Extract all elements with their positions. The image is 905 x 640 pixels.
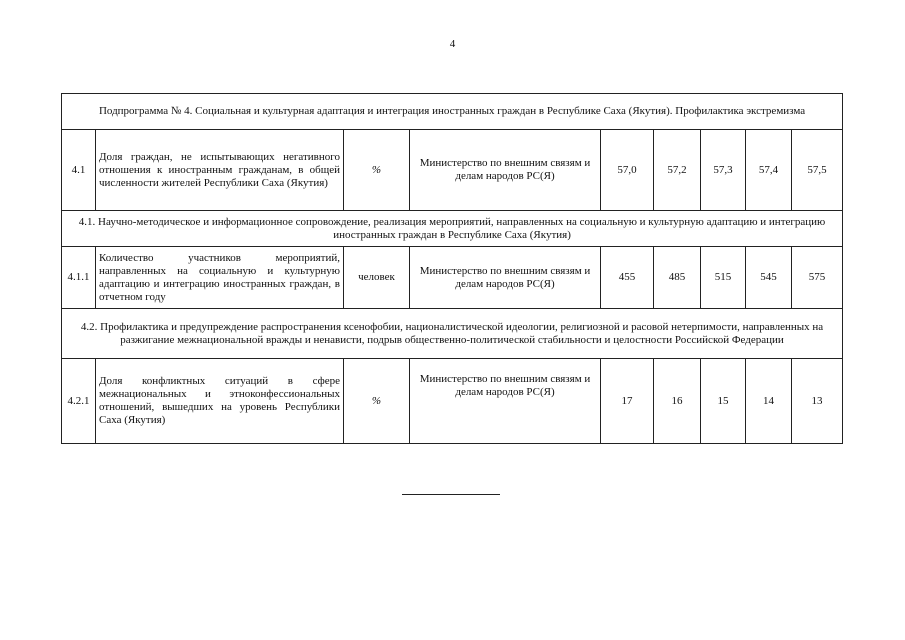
value-cell: 16 (654, 359, 701, 444)
indicator-unit: человек (344, 247, 410, 309)
value-cell: 57,0 (601, 130, 654, 211)
table-row (62, 359, 843, 444)
row-number: 4.2.1 (62, 359, 96, 444)
indicator-unit: % (344, 359, 410, 444)
section-header-row (62, 309, 843, 359)
value-cell: 485 (654, 247, 701, 309)
value-cell: 57,2 (654, 130, 701, 211)
value-cell: 57,5 (792, 130, 843, 211)
indicators-table (61, 93, 843, 444)
value-cell: 17 (601, 359, 654, 444)
value-cell: 14 (746, 359, 792, 444)
section-header-row (62, 211, 843, 247)
value-cell: 515 (701, 247, 746, 309)
indicator-description: Доля конфликтных ситуаций в сфере межнациональных и этноконфессиональных отношений, вышедших на уровень Республики Саха (Якутия) (96, 359, 344, 444)
section-title: 4.2. Профилактика и предупреждение распространения ксенофобии, националистической идеологии, религиозной и расовой нетерпимости, направленных на разжигание межнациональной вражды и ненависти, подрыв общественно-политической стабильности и целостности Российской Федерации (62, 309, 843, 359)
value-cell: 15 (701, 359, 746, 444)
table-row (62, 130, 843, 211)
value-cell: 57,4 (746, 130, 792, 211)
end-separator-line (402, 494, 500, 495)
subprogram-title: Подпрограмма № 4. Социальная и культурная адаптация и интеграция иностранных граждан в Республике Саха (Якутия). Профилактика экстремизма (62, 94, 843, 130)
value-cell: 13 (792, 359, 843, 444)
row-number: 4.1.1 (62, 247, 96, 309)
section-header-row (62, 94, 843, 130)
responsible-body: Министерство по внешним связям и делам народов РС(Я) (410, 359, 601, 444)
value-cell: 57,3 (701, 130, 746, 211)
indicator-description: Количество участников мероприятий, направленных на социальную и культурную адаптацию и интеграцию иностранных граждан, в отчетном году (96, 247, 344, 309)
responsible-body: Министерство по внешним связям и делам народов РС(Я) (410, 247, 601, 309)
indicator-description: Доля граждан, не испытывающих негативного отношения к иностранным гражданам, в общей численности жителей Республики Саха (Якутия) (96, 130, 344, 211)
responsible-body: Министерство по внешним связям и делам народов РС(Я) (410, 130, 601, 211)
section-title: 4.1. Научно-методическое и информационное сопровождение, реализация мероприятий, направленных на социальную и культурную адаптацию и интеграцию иностранных граждан в Республике Саха (Якутия) (62, 211, 843, 247)
value-cell: 575 (792, 247, 843, 309)
table-row (62, 247, 843, 309)
row-number: 4.1 (62, 130, 96, 211)
page-number: 4 (449, 38, 456, 50)
value-cell: 545 (746, 247, 792, 309)
indicator-unit: % (344, 130, 410, 211)
value-cell: 455 (601, 247, 654, 309)
